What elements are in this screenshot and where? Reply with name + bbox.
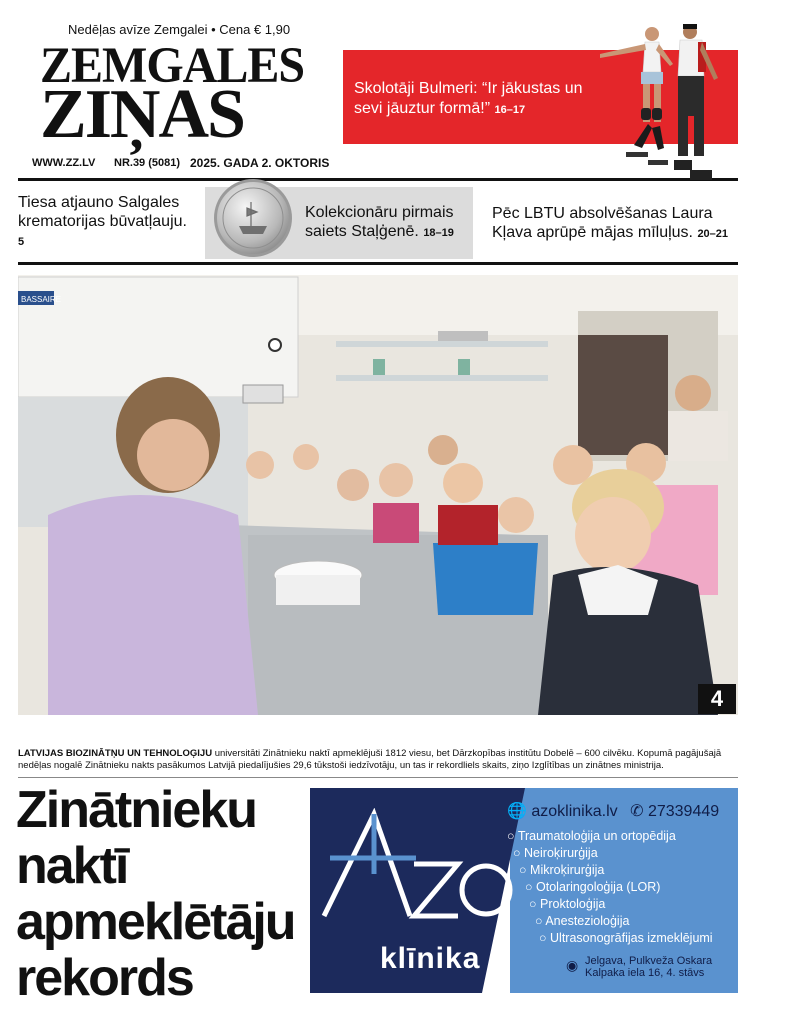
headline-line-1: Zinātnieku xyxy=(16,781,257,839)
teaser-graduate[interactable] xyxy=(492,204,738,244)
photo-caption xyxy=(18,748,740,772)
headline-line-4: rekords xyxy=(16,949,193,1007)
promo-text xyxy=(354,79,600,120)
ad-service-item: ○ Traumatoloģija un ortopēdija xyxy=(507,829,676,843)
newspaper-logo xyxy=(40,37,312,154)
photo-page-badge[interactable]: 4 xyxy=(698,684,736,714)
ad-phone[interactable]: 27339449 xyxy=(647,803,720,820)
teaser-graduate-pages: 20–21 xyxy=(697,228,729,240)
logo-line-1: ZEMGALES xyxy=(40,37,305,94)
ad-service-item: ○ Mikroķirurģija xyxy=(519,863,605,877)
ad-address-line-1: Jelgava, Pulkveža Oskara xyxy=(585,955,713,967)
ad-brand: klīnika xyxy=(380,942,481,975)
ad-website[interactable]: azoklinika.lv xyxy=(531,803,618,820)
teaser-collectors xyxy=(305,203,470,243)
caption-lead: LATVIJAS BIOZINĀTŅU UN TEHNOLOĢIJU xyxy=(18,748,213,759)
promo-headline: Skolotāji Bulmeri: “Ir jākustas un sevi jāuztur formā!” xyxy=(354,80,583,117)
issue-date: 2025. GADA 2. OKTORIS xyxy=(190,156,330,170)
teaser-collectors-text: Kolekcionāru pirmais saiets Staļģenē. xyxy=(305,204,454,240)
teaser-crematorium-pages: 5 xyxy=(18,236,25,248)
ad-service-item: ○ Proktoloģija xyxy=(529,897,606,911)
logo-line-2: ZIŅAS xyxy=(40,76,244,154)
teaser-crematorium-text: Tiesa atjauno Salgales krematorijas būvatļauju. xyxy=(18,194,187,230)
coin-image xyxy=(214,179,292,257)
ad-service-item: ○ Neiroķirurģija xyxy=(513,846,598,860)
location-pin-icon: ◉ xyxy=(566,957,579,973)
headline-line-3: apmeklētāju xyxy=(16,893,295,951)
main-headline[interactable] xyxy=(16,782,306,1006)
tagline: Nedēļas avīze Zemgalei • Cena € 1,90 xyxy=(68,22,291,37)
azo-logo xyxy=(318,808,518,928)
ad-address xyxy=(585,955,712,979)
ad-service-item: ○ Anesteziolоģija xyxy=(535,914,630,928)
caption-body: universitāti Zinātnieku naktī apmeklējuši 1812 viesu, bet Dārzkopības institūtu Dobelē – 600 cilvēku. Kopumā pagājušajā nedēļas nogalē Zinātnieku nakts pasākumos Latvijā piedalījušies 29,6 tūkstoši iedzīvotāju, un tas ir rekordliels skaits, ziņo Izglītības un zinātnes ministrija. xyxy=(18,748,722,771)
ad-service-item: ○ Otolaringoloģija (LOR) xyxy=(525,880,661,894)
ad-services-list xyxy=(507,828,713,947)
issue-number: NR.39 (5081) xyxy=(114,157,181,169)
teaser-collectors-pages: 18–19 xyxy=(423,227,454,239)
ad-address-line-2: Kalpaka iela 16, 4. stāvs xyxy=(585,967,705,979)
ad-contact xyxy=(507,801,719,821)
phone-icon: ✆ xyxy=(630,803,644,820)
ad-service-item: ○ Ultrasonogrāfijas izmeklējumi xyxy=(539,931,713,945)
website-link[interactable]: WWW.ZZ.LV xyxy=(32,157,96,169)
globe-icon: 🌐 xyxy=(507,803,527,820)
teaser-graduate-text: Pēc LBTU absolvēšanas Laura Kļava aprūpē mājas mīluļus. xyxy=(492,205,713,241)
bassaire-label: BASSAIRE xyxy=(21,295,62,304)
azo-logo-text: AZO xyxy=(318,808,321,809)
teaser-divider xyxy=(18,262,738,265)
headline-line-2: naktī xyxy=(16,837,128,895)
main-photo xyxy=(18,275,738,715)
promo-pages: 16–17 xyxy=(494,104,526,116)
teaser-crematorium[interactable] xyxy=(18,193,188,252)
caption-divider xyxy=(18,777,738,778)
rollerskaters-image xyxy=(590,20,740,190)
